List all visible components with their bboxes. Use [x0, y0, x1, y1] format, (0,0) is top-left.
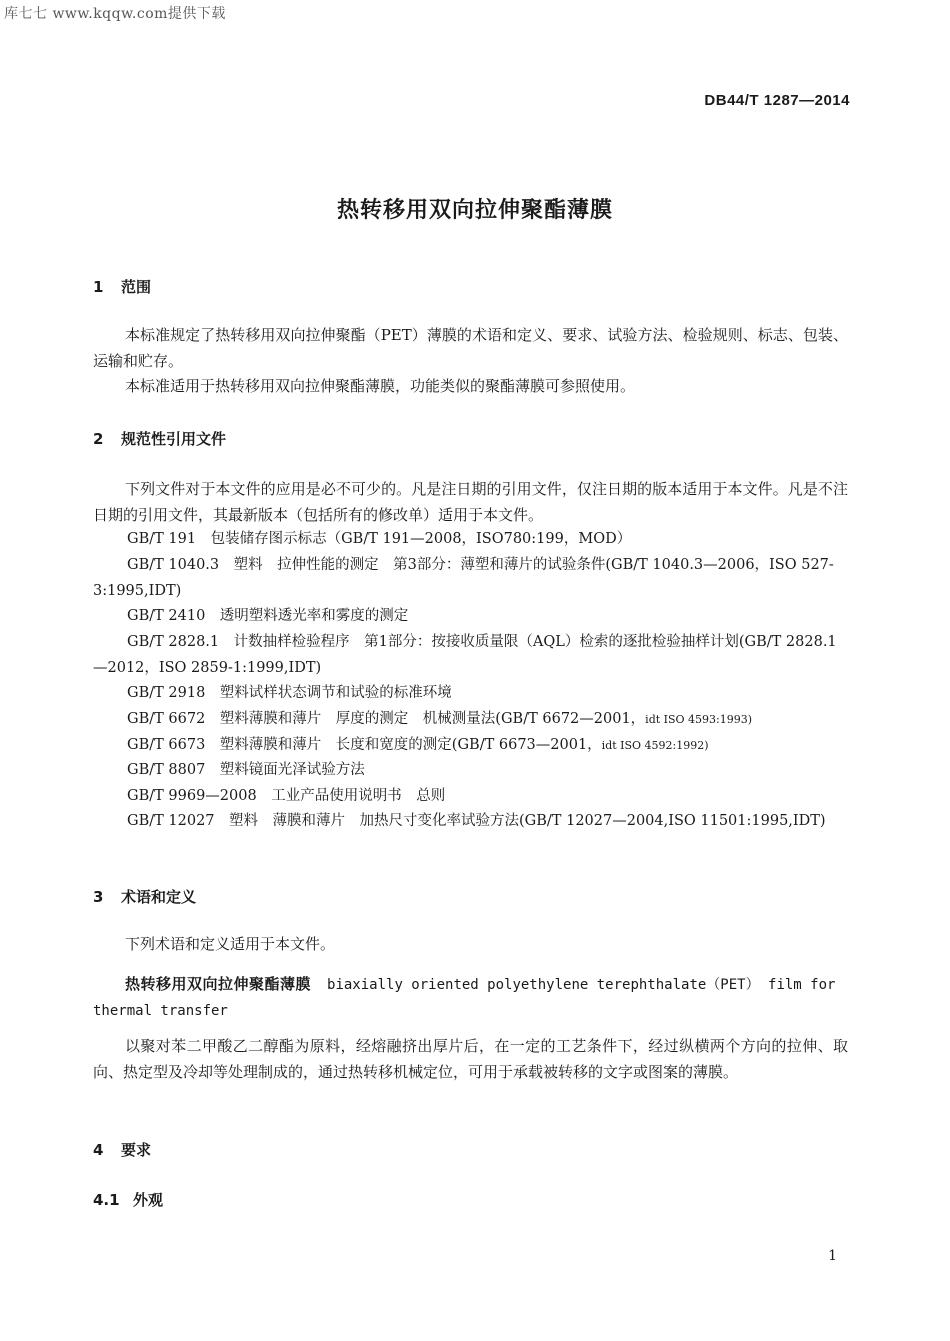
term-definition: 以聚对苯二甲酸乙二醇酯为原料，经熔融挤出厚片后，在一定的工艺条件下，经过纵横两个方向的拉伸、取向、热定型及冷却等处理制成的，通过热转移机械定位，可用于承载被转移的文字或图案的薄膜。: [93, 1037, 848, 1081]
section-number: 1: [93, 278, 104, 296]
reference-text: GB/T 6673 塑料薄膜和薄片 长度和宽度的测定(GB/T 6673—2001，: [127, 737, 602, 753]
section-2-heading: [93, 428, 226, 449]
scope-paragraph-2: 本标准适用于热转移用双向拉伸聚酯薄膜，功能类似的聚酯薄膜可参照使用。: [125, 377, 636, 395]
standard-code: DB44/T 1287—2014: [704, 92, 850, 109]
reference-item: GB/T 8807 塑料镜面光泽试验方法: [127, 762, 365, 778]
reference-item: GB/T 1040.3 塑料 拉伸性能的测定 第3部分：薄塑和薄片的试验条件(GB/T 1040.3—2006，ISO 527-3:1995,IDT): [93, 557, 834, 599]
section-number: 2: [93, 430, 104, 448]
section-4-1-heading: [93, 1189, 163, 1210]
section-number: 4: [93, 1141, 104, 1159]
term-english-continued: thermal transfer: [93, 1003, 228, 1019]
term-entry: [93, 971, 853, 1024]
reference-item: GB/T 2918 塑料试样状态调节和试验的标准环境: [127, 685, 452, 701]
section-title: 术语和定义: [121, 888, 197, 906]
watermark: 库七七 www.kqqw.com提供下载: [4, 6, 226, 22]
reference-item: [93, 732, 848, 759]
section-3-heading: [93, 886, 196, 907]
section-title: 要求: [121, 1141, 152, 1159]
terms-intro: 下列术语和定义适用于本文件。: [125, 935, 336, 953]
scope-paragraph-1: 本标准规定了热转移用双向拉伸聚酯（PET）薄膜的术语和定义、要求、试验方法、检验规则、标志、包装、运输和贮存。: [93, 326, 848, 370]
page-number: 1: [828, 1248, 837, 1264]
reference-item: GB/T 2828.1 计数抽样检验程序 第1部分：按接收质量限（AQL）检索的逐批检验抽样计划(GB/T 2828.1—2012，ISO 2859-1:1999,IDT): [93, 634, 837, 676]
reference-text: GB/T 6672 塑料薄膜和薄片 厚度的测定 机械测量法(GB/T 6672—2001，: [127, 711, 646, 727]
term-chinese: 热转移用双向拉伸聚酯薄膜: [125, 975, 312, 993]
term-english: biaxially oriented polyethylene terephthalate（PET） film for: [327, 977, 836, 993]
section-1-heading: [93, 276, 151, 297]
reference-suffix: idt ISO 4592:1992): [601, 739, 709, 752]
reference-item: GB/T 9969—2008 工业产品使用说明书 总则: [127, 788, 446, 804]
reference-item: [93, 706, 848, 733]
reference-item: GB/T 191 包装储存图示标志（GB/T 191—2008，ISO780:199，MOD）: [127, 531, 632, 547]
section-number: 3: [93, 888, 104, 906]
section-title: 规范性引用文件: [121, 430, 227, 448]
reference-item: GB/T 12027 塑料 薄膜和薄片 加热尺寸变化率试验方法(GB/T 12027—2004,ISO 11501:1995,IDT): [127, 813, 826, 829]
reference-item: GB/T 2410 透明塑料透光率和雾度的测定: [127, 608, 409, 624]
reference-suffix: idt ISO 4593:1993): [645, 713, 753, 726]
page-title: 热转移用双向拉伸聚酯薄膜: [336, 198, 613, 223]
section-number: 4.1: [93, 1191, 120, 1209]
section-title: 外观: [133, 1191, 164, 1209]
normative-intro: 下列文件对于本文件的应用是必不可少的。凡是注日期的引用文件，仅注日期的版本适用于本文件。凡是不注日期的引用文件，其最新版本（包括所有的修改单）适用于本文件。: [93, 480, 848, 524]
section-4-heading: [93, 1139, 151, 1160]
section-title: 范围: [121, 278, 152, 296]
